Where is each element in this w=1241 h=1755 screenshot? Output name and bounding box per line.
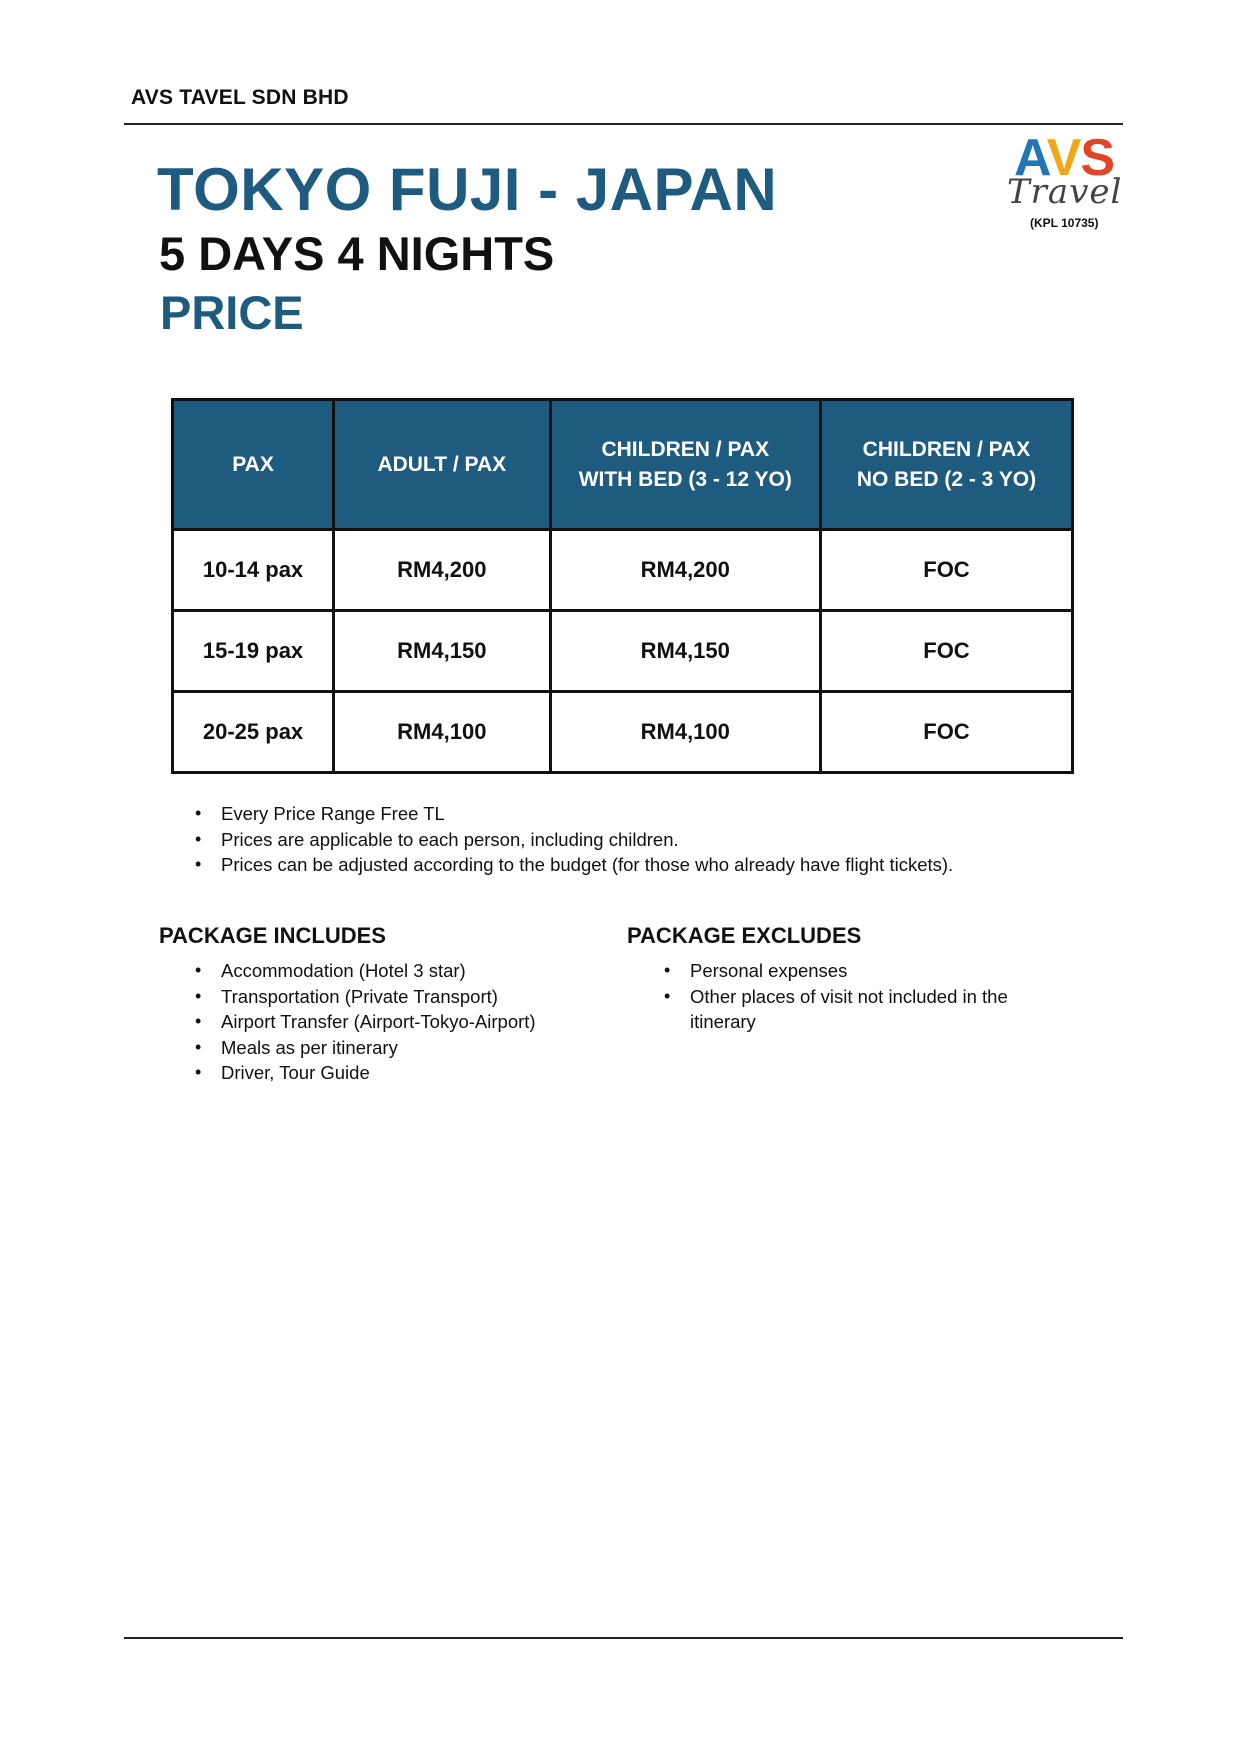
logo-script: Travel bbox=[1007, 172, 1123, 212]
license-number: (KPL 10735) bbox=[1030, 216, 1099, 230]
cell-pax: 20-25 pax bbox=[173, 692, 334, 773]
cell-adult-price: RM4,150 bbox=[334, 611, 551, 692]
cell-child-nobed-price: FOC bbox=[820, 611, 1072, 692]
list-item: • Accommodation (Hotel 3 star) bbox=[192, 958, 612, 984]
header-adult: ADULT / PAX bbox=[334, 400, 551, 530]
cell-child-bed-price: RM4,150 bbox=[550, 611, 820, 692]
list-item: • Driver, Tour Guide bbox=[192, 1060, 612, 1086]
cell-pax: 10-14 pax bbox=[173, 530, 334, 611]
header-divider bbox=[124, 123, 1123, 125]
excludes-list bbox=[661, 958, 1071, 1035]
cell-child-nobed-price: FOC bbox=[820, 530, 1072, 611]
company-name: AVS TAVEL SDN BHD bbox=[131, 86, 349, 109]
list-item: • Meals as per itinerary bbox=[192, 1035, 612, 1061]
table-row bbox=[173, 530, 1073, 611]
price-notes bbox=[192, 801, 1092, 878]
cell-adult-price: RM4,200 bbox=[334, 530, 551, 611]
includes-list bbox=[192, 958, 612, 1086]
cell-pax: 15-19 pax bbox=[173, 611, 334, 692]
duration-title: 5 DAYS 4 NIGHTS bbox=[159, 227, 555, 280]
table-row bbox=[173, 692, 1073, 773]
list-item: • Prices can be adjusted according to the budget (for those who already have flight tickets). bbox=[192, 852, 1092, 878]
cell-child-bed-price: RM4,200 bbox=[550, 530, 820, 611]
footer-divider bbox=[124, 1637, 1123, 1639]
price-section-title: PRICE bbox=[160, 286, 304, 339]
excludes-heading: PACKAGE EXCLUDES bbox=[627, 923, 862, 948]
avs-travel-logo bbox=[1002, 129, 1132, 232]
includes-heading: PACKAGE INCLUDES bbox=[159, 923, 386, 948]
table-row bbox=[173, 611, 1073, 692]
cell-child-nobed-price: FOC bbox=[820, 692, 1072, 773]
destination-title: TOKYO FUJI - JAPAN bbox=[157, 156, 778, 223]
list-item: • Airport Transfer (Airport-Tokyo-Airport) bbox=[192, 1009, 612, 1035]
list-item: • Prices are applicable to each person, including children. bbox=[192, 827, 1092, 853]
header-children-with-bed: CHILDREN / PAX WITH BED (3 - 12 YO) bbox=[550, 400, 820, 530]
header-pax: PAX bbox=[173, 400, 334, 530]
price-table-header-row bbox=[173, 400, 1073, 530]
list-item: • Transportation (Private Transport) bbox=[192, 984, 612, 1010]
logo-letters: AVS bbox=[1014, 129, 1115, 187]
cell-child-bed-price: RM4,100 bbox=[550, 692, 820, 773]
list-item: • Personal expenses bbox=[661, 958, 1071, 984]
list-item: • Other places of visit not included in the itinerary bbox=[661, 984, 1071, 1035]
price-table bbox=[171, 398, 1074, 774]
cell-adult-price: RM4,100 bbox=[334, 692, 551, 773]
header-children-no-bed: CHILDREN / PAX NO BED (2 - 3 YO) bbox=[820, 400, 1072, 530]
list-item: • Every Price Range Free TL bbox=[192, 801, 1092, 827]
